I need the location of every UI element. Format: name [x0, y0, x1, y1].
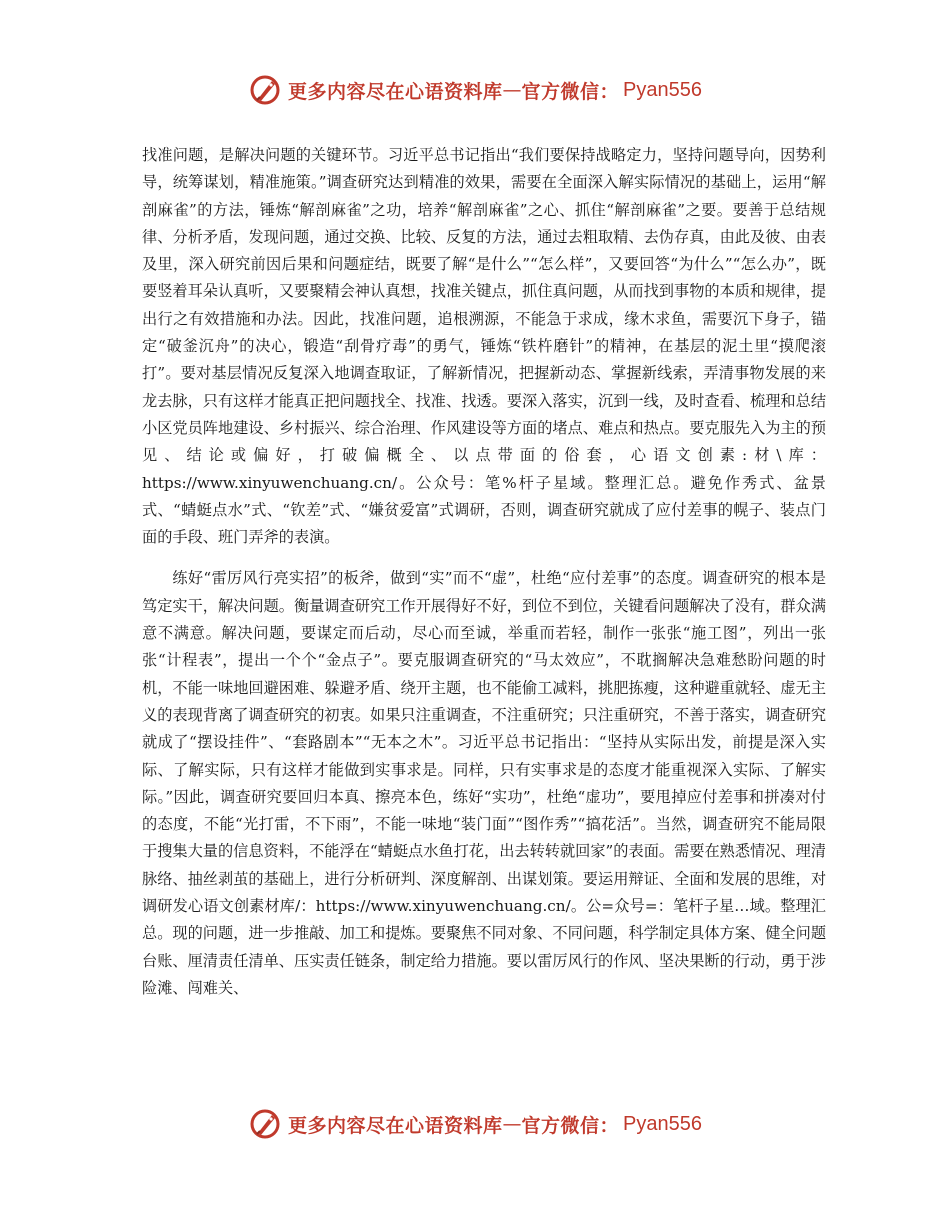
paragraph: 练好“雷厉风行亮实招”的板斧，做到“实”而不“虚”，杜绝“应付差事”的态度。调查研究的根本是笃定实干，解决问题。衡量调查研究工作开展得好不好，到位不到位，关键看问题解决了没有，群众满意不满意。解决问题，要谋定而后动，尽心而至诚，举重而若轻，制作一张张“施工图”，列出一张张“计程表”，提出一个个“金点子”。要克服调查研究的“马太效应”，不耽搁解决急难愁盼问题的时机，不能一味地回避困难、躲避矛盾、绕开主题，也不能偷工减料，挑肥拣瘦，这种避重就轻、虚无主义的表现背离了调查研究的初衷。如果只注重调查，不注重研究；只注重研究，不善于落实，调查研究就成了“摆设挂件”、“套路剧本”“无本之木”。习近平总书记指出：“坚持从实际出发，前提是深入实际、了解实际，只有这样才能做到实事求是。同样，只有实事求是的态度才能重视深入实际、了解实际。”因此，调查研究要回归本真、擦亮本色，练好“实功”，杜绝“虚功”，要甩掉应付差事和拼凑对付的态度，不能“光打雷，不下雨”，不能一味地“装门面”“图作秀”“搞花活”。当然，调查研究不能局限于搜集大量的信息资料，不能浮在“蜻蜓点水鱼打花，出去转转就回家”的表面。需要在熟悉情况、理清脉络、抽丝剥茧的基础上，进行分析研判、深度解剖、出谋划策。要运用辩证、全面和发展的思维，对调研发心语文创素材库/：https://www.xinyuwenchuang.cn/。公=众号=：笔杆子星…域。整理汇总。现的问题，进一步推敲、加工和提炼。要聚焦不同对象、不同问题，科学制定具体方案、健全问题台账、厘清责任清单、压实责任链条，制定给力措施。要以雷厉风行的作风、坚决果断的行动，勇于涉险滩、闯难关、 — [142, 569, 826, 997]
header-banner — [0, 68, 950, 112]
header-wechat-label: 官方微信： — [521, 80, 620, 103]
document-body — [142, 142, 826, 1002]
header-wechat-id: Pyan556 — [623, 78, 702, 101]
header-brand-text: 更多内容尽在心语资料库 — [288, 80, 503, 103]
paragraph: 找准问题，是解决问题的关键环节。习近平总书记指出“我们要保持战略定力，坚持问题导向，因势利导，统筹谋划，精准施策。”调查研究达到精准的效果，需要在全面深入解实际情况的基础上，运用“解剖麻雀”的方法，锤炼“解剖麻雀”之功，培养“解剖麻雀”之心、抓住“解剖麻雀”之要。要善于总结规律、分析矛盾，发现问题，通过交换、比较、反复的方法，通过去粗取精、去伪存真，由此及彼、由表及里，深入研究前因后果和问题症结，既要了解“是什么”“怎么样”，又要回答“为什么”“怎么办”，既要竖着耳朵认真听，又要聚精会神认真想，找准关键点，抓住真问题，从而找到事物的本质和规律，提出行之有效措施和办法。因此，找准问题，追根溯源，不能急于求成，缘木求鱼，需要沉下身子，锚定“破釜沉舟”的决心，锻造“刮骨疗毒”的勇气，锤炼“铁杵磨针”的精神，在基层的泥土里“摸爬滚打”。要对基层情况反复深入地调查取证，了解新情况，把握新动态、掌握新线索，弄清事物发展的来龙去脉，只有这样才能真正把问题找全、找准、找透。要深入落实，沉到一线，及时查看、梳理和总结小区党员阵地建设、乡村振兴、综合治理、作风建设等方面的堵点、难点和热点。要克服先入为主的预见、结论或偏好，打破偏概全、以点带面的俗套，心语文创素:材\库：https://www.xinyuwenchuang.cn/。公众号：笔%杆子星域。整理汇总。避免作秀式、盆景式、“蜻蜓点水”式、“钦差”式、“嫌贫爱富”式调研，否则，调查研究就成了应付差事的幌子、装点门面的手段、班门弄斧的表演。 — [142, 146, 826, 547]
footer-dash: — — [502, 1113, 522, 1135]
brand-logo-icon — [248, 1107, 282, 1141]
brand-logo-icon — [248, 73, 282, 107]
header-dash: — — [502, 79, 522, 101]
footer-wechat-label: 官方微信： — [521, 1114, 620, 1137]
footer-wechat-id: Pyan556 — [623, 1112, 702, 1135]
footer-banner — [0, 1102, 950, 1146]
footer-brand-text: 更多内容尽在心语资料库 — [288, 1114, 503, 1137]
